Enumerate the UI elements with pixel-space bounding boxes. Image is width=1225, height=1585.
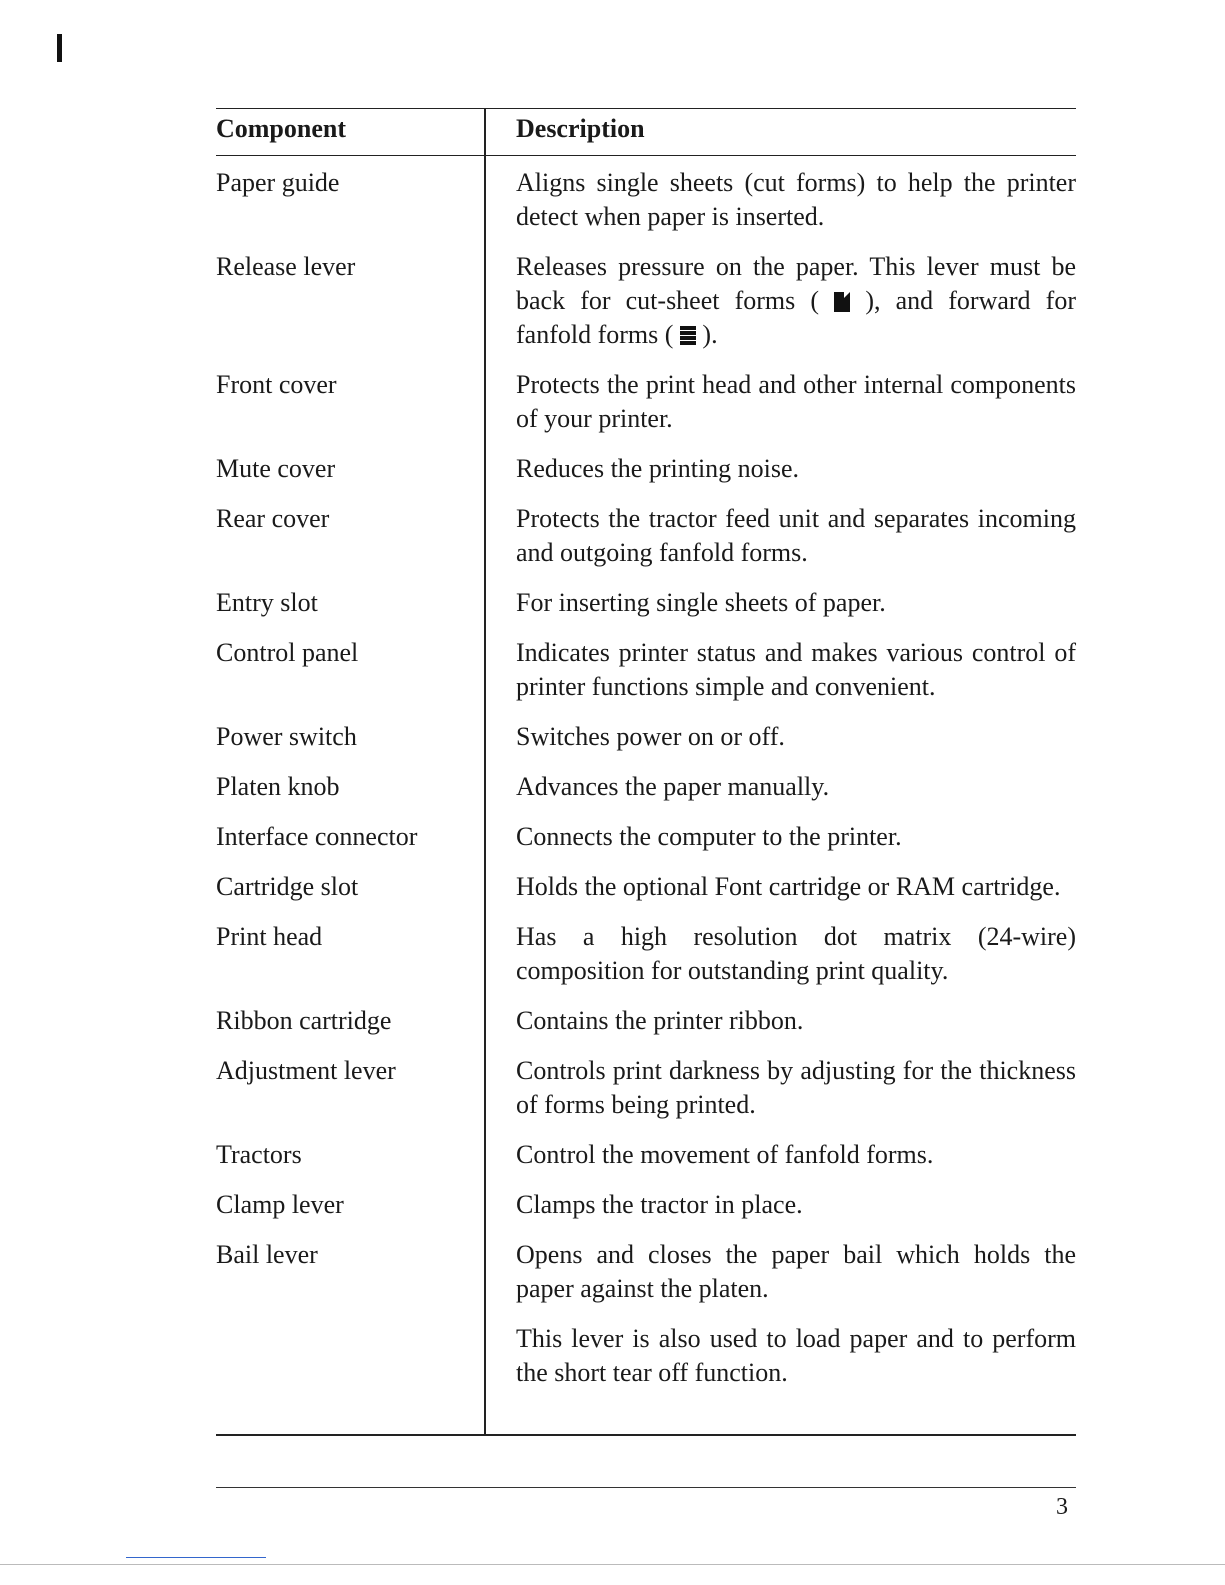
table-row (216, 920, 1076, 988)
table-bottom-rule (216, 1434, 1076, 1436)
table-row (216, 1054, 1076, 1122)
table-row (216, 636, 1076, 704)
component-name: Bail lever (216, 1240, 318, 1269)
component-name: Tractors (216, 1140, 302, 1169)
component-name: Clamp lever (216, 1190, 344, 1219)
component-description: Holds the optional Font cartridge or RAM cartridge. (516, 872, 1061, 901)
description-part: ), and forward for fanfold forms ( (516, 286, 1076, 349)
component-description: Clamps the tractor in place. (516, 1190, 803, 1219)
component-description: Connects the computer to the printer. (516, 822, 902, 851)
header-description: Description (516, 114, 645, 143)
table-row (216, 1238, 1076, 1390)
cut-sheet-icon (834, 292, 850, 312)
component-description: Aligns single sheets (cut forms) to help the printer detect when paper is inserted. (516, 168, 1076, 231)
component-name: Paper guide (216, 168, 340, 197)
fanfold-icon (680, 326, 696, 346)
component-name: Power switch (216, 722, 357, 751)
table-row (216, 820, 1076, 854)
component-description-extra: This lever is also used to load paper and to perform the short tear off function. (516, 1324, 1076, 1387)
component-name: Ribbon cartridge (216, 1006, 392, 1035)
header-component: Component (216, 114, 347, 143)
table-row (216, 586, 1076, 620)
component-name: Front cover (216, 370, 337, 399)
description-part: Releases pressure on the paper. This lever must be back for cut-sheet forms ( (516, 252, 1076, 315)
table-body (216, 156, 1076, 1390)
component-name: Platen knob (216, 772, 340, 801)
component-name: Interface connector (216, 822, 418, 851)
table-row (216, 368, 1076, 436)
component-name: Entry slot (216, 588, 318, 617)
table-row (216, 1138, 1076, 1172)
page-bottom-line (0, 1564, 1225, 1565)
component-description: Control the movement of fanfold forms. (516, 1140, 934, 1169)
page-number: 3 (1056, 1494, 1068, 1520)
component-description: Indicates printer status and makes various control of printer functions simple and convenient. (516, 638, 1076, 701)
table-row (216, 770, 1076, 804)
component-name: Print head (216, 922, 323, 951)
table-row (216, 452, 1076, 486)
scan-artifact-line (126, 1557, 266, 1558)
table-row (216, 720, 1076, 754)
component-description: Protects the tractor feed unit and separates incoming and outgoing fanfold forms. (516, 504, 1076, 567)
component-description: Reduces the printing noise. (516, 454, 800, 483)
table-row (216, 1004, 1076, 1038)
table-row (216, 870, 1076, 904)
component-description: Opens and closes the paper bail which holds the paper against the platen. (516, 1240, 1076, 1303)
component-table (216, 108, 1076, 1406)
component-description: Has a high resolution dot matrix (24-wire) composition for outstanding print quality. (516, 922, 1076, 985)
table-row (216, 156, 1076, 234)
component-name: Cartridge slot (216, 872, 359, 901)
component-description: For inserting single sheets of paper. (516, 588, 886, 617)
description-part: ). (702, 320, 718, 349)
table-row (216, 1188, 1076, 1222)
table-row (216, 502, 1076, 570)
component-name: Rear cover (216, 504, 330, 533)
page-edge-mark (57, 34, 62, 62)
table-header (216, 108, 1076, 156)
component-name: Adjustment lever (216, 1056, 396, 1085)
table-row (216, 250, 1076, 352)
component-name: Mute cover (216, 454, 336, 483)
component-description: Protects the print head and other internal components of your printer. (516, 370, 1076, 433)
component-name: Control panel (216, 638, 359, 667)
component-description: Contains the printer ribbon. (516, 1006, 804, 1035)
footer-rule (216, 1487, 1076, 1488)
component-description (516, 250, 1076, 352)
component-description: Advances the paper manually. (516, 772, 830, 801)
component-name: Release lever (216, 252, 356, 281)
component-description: Switches power on or off. (516, 722, 785, 751)
component-description: Controls print darkness by adjusting for the thickness of forms being printed. (516, 1056, 1076, 1119)
